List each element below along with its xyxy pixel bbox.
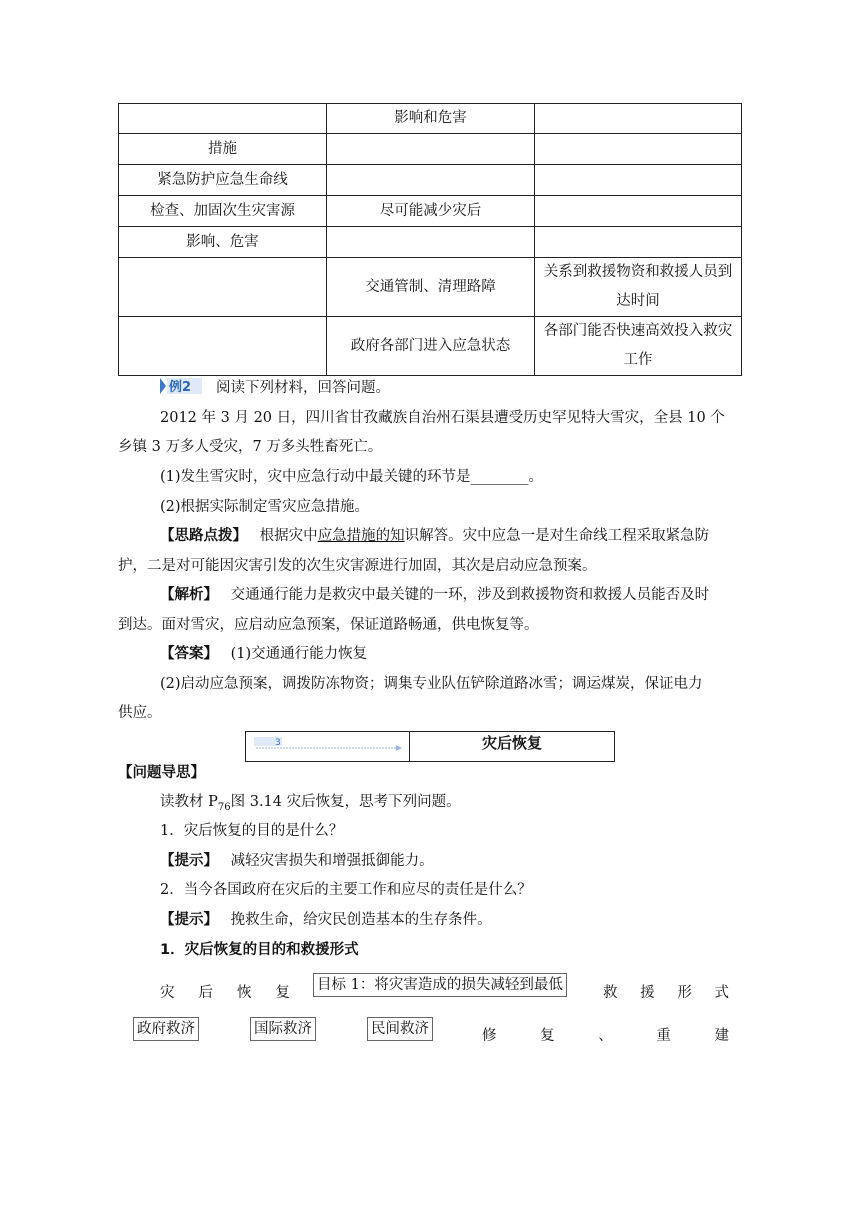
diagram-label-right (603, 981, 729, 1002)
table-row (119, 227, 742, 258)
answer-text: (1)交通通行能力恢复 (230, 646, 368, 662)
table-row (119, 134, 742, 165)
table-row (119, 317, 742, 376)
diagram-char: 重 (656, 1028, 671, 1044)
analysis-label: 【解析】 (160, 587, 218, 603)
table-cell: 检查、加固次生灾害源 (119, 196, 327, 227)
section-number: 3 (275, 738, 281, 748)
section-arrow-icon (246, 732, 409, 761)
material-line: 2012 年 3 月 20 日，四川省甘孜藏族自治州石渠县遭受历史罕见特大雪灾，全县 10 个 (160, 410, 725, 426)
example-badge-icon (160, 377, 202, 395)
section-number-cell (246, 732, 410, 761)
diagram-char: 修 (482, 1028, 497, 1044)
table-cell: 影响、危害 (119, 227, 327, 258)
table-cell: 政府各部门进入应急状态 (327, 317, 535, 376)
section-title: 灾后恢复 (481, 734, 542, 752)
guide-read-text: 读教材 P (160, 794, 218, 810)
diagram-char: 、 (598, 1028, 613, 1044)
tip-label: 【提示】 (160, 912, 218, 928)
tip-line-2 (160, 910, 742, 930)
question-2: (2)根据实际制定雪灾应急措施。 (160, 499, 370, 515)
tip-label: 【提示】 (160, 853, 218, 869)
hint-underlined: 应急措施的知 (317, 528, 405, 544)
table-cell: 影响和危害 (327, 104, 535, 134)
diagram-char: 复 (540, 1028, 555, 1044)
guide-heading: 【问题导思】 (118, 765, 205, 781)
table-cell (535, 165, 742, 196)
guide-read-line (160, 792, 742, 818)
question-1: (1)发生雪灾时，灾中应急行动中最关键的环节是________。 (160, 469, 544, 485)
relief-box-government: 政府救济 (133, 1017, 199, 1041)
table-cell: 关系到救援物资和救援人员到达时间 (535, 258, 742, 317)
analysis-line (160, 585, 742, 605)
diagram-char: 灾 (160, 985, 175, 1001)
guide-read-text: 图 3.14 灾后恢复，思考下列问题。 (230, 794, 461, 810)
diagram-char: 救 (603, 985, 618, 1001)
analysis-text: 交通通行能力是救灾中最关键的一环，涉及到救援物资和救援人员能否及时 (230, 587, 710, 603)
table-row (119, 104, 742, 134)
hint-line (160, 526, 742, 546)
diagram-char: 恢 (237, 985, 252, 1001)
table-cell (327, 134, 535, 165)
table-row (119, 196, 742, 227)
hint-text: 识解答。灾中应急一是对生命线工程采取紧急防 (404, 528, 710, 544)
table-cell: 紧急防护应急生命线 (119, 165, 327, 196)
diagram-char: 复 (275, 985, 290, 1001)
diagram-char: 后 (198, 985, 213, 1001)
diagram-char: 援 (640, 985, 655, 1001)
hint-line-2: 护，二是对可能因灾害引发的次生灾害源进行加固，其次是启动应急预案。 (118, 558, 597, 574)
table-row (119, 165, 742, 196)
example-tag-label: 例2 (169, 380, 192, 395)
table-cell: 交通管制、清理路障 (327, 258, 535, 317)
diagram-char: 建 (714, 1028, 729, 1044)
answer-2: (2)启动应急预案，调拨防冻物资；调集专业队伍铲除道路冰雪；调运煤炭，保证电力 (160, 676, 703, 692)
diagram-label-left (160, 981, 290, 1002)
table-cell (119, 104, 327, 134)
answer-2-cont: 供应。 (118, 705, 162, 721)
diagram-char: 形 (677, 985, 692, 1001)
table-cell (535, 104, 742, 134)
table-row (119, 258, 742, 317)
answer-line (160, 644, 742, 664)
page-subscript: 76 (217, 801, 231, 813)
example-tag (160, 377, 202, 395)
tip-text: 挽救生命，给灾民创造基本的生存条件。 (230, 912, 492, 928)
table-cell (119, 258, 327, 317)
table-cell (119, 317, 327, 376)
hint-text: 根据灾中 (259, 528, 318, 544)
table-cell (535, 196, 742, 227)
diagram-label-bottom (482, 1024, 729, 1045)
guide-question-1: 1．灾后恢复的目的是什么？ (160, 823, 344, 839)
material-line: 乡镇 3 万多人受灾，7 万多头牲畜死亡。 (118, 439, 383, 455)
relief-box-international: 国际救济 (250, 1017, 316, 1041)
section-header (245, 731, 615, 762)
table-cell: 措施 (119, 134, 327, 165)
tip-line-1 (160, 851, 742, 871)
tip-text: 减轻灾害损失和增强抵御能力。 (230, 853, 434, 869)
example-intro: 阅读下列材料，回答问题。 (216, 380, 390, 396)
table-cell: 尽可能减少灾后 (327, 196, 535, 227)
table-cell (327, 227, 535, 258)
guide-question-2: 2．当今各国政府在灾后的主要工作和应尽的责任是什么？ (160, 882, 532, 898)
disaster-measures-table (118, 103, 742, 376)
answer-label: 【答案】 (160, 646, 218, 662)
knowledge-heading: 1．灾后恢复的目的和救援形式 (160, 942, 359, 958)
relief-box-civil: 民间救济 (367, 1017, 433, 1041)
table-cell (535, 134, 742, 165)
goal-box: 目标 1：将灾害造成的损失减轻到最低 (313, 973, 567, 997)
diagram-char: 式 (714, 985, 729, 1001)
table-cell: 各部门能否快速高效投入救灾工作 (535, 317, 742, 376)
table-cell (535, 227, 742, 258)
hint-label: 【思路点拨】 (160, 528, 247, 544)
table-cell (327, 165, 535, 196)
analysis-line-2: 到达。面对雪灾，应启动应急预案，保证道路畅通，供电恢复等。 (118, 617, 539, 633)
